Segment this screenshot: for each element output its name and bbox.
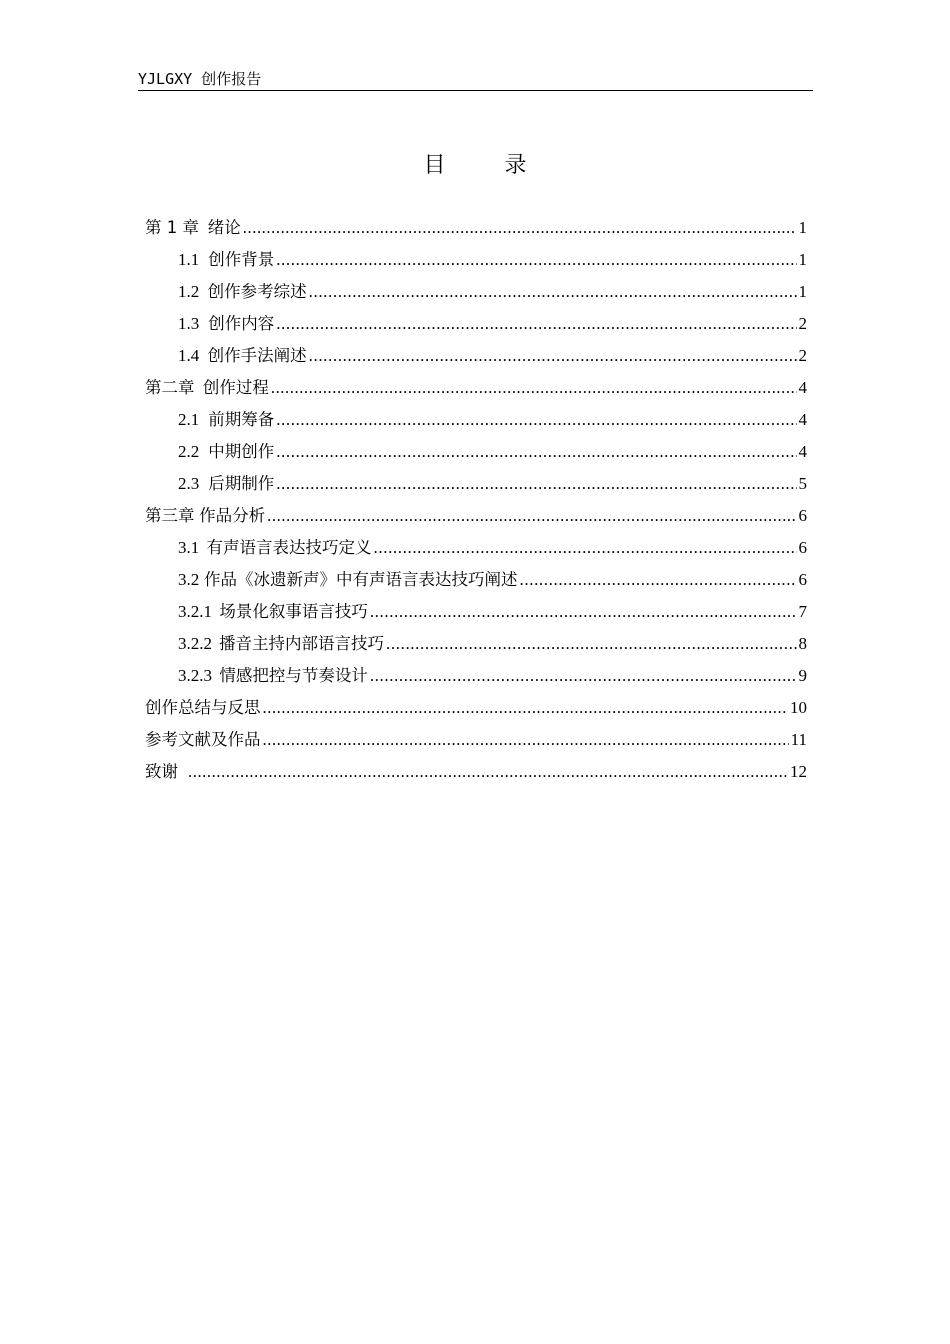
toc-entry-title: 前期筹备 [208, 410, 275, 429]
toc-entry[interactable] [145, 244, 807, 276]
toc-entry-number: 1.4 [178, 346, 200, 365]
toc-entry[interactable] [145, 692, 807, 724]
toc-page-number: 6 [798, 506, 807, 525]
toc-entry-number: 2.2 [178, 442, 200, 461]
dot-leader [276, 436, 796, 468]
dot-leader [370, 660, 797, 692]
toc-entry[interactable] [145, 212, 807, 244]
dot-leader [276, 308, 796, 340]
toc-entry-title: 中期创作 [208, 442, 275, 461]
toc-entry-title: 致谢 [145, 762, 178, 781]
toc-entry-number: 3.2.1 [178, 602, 212, 621]
dot-leader [276, 404, 796, 436]
toc-page-number: 4 [798, 378, 807, 397]
toc-entry[interactable] [145, 564, 807, 596]
dot-leader [188, 756, 788, 788]
toc-entry-title: 创作总结与反思 [145, 698, 261, 717]
toc-entry-number: 3.2.2 [178, 634, 212, 653]
toc-entry-number: 1.3 [178, 314, 200, 333]
toc-entry[interactable] [145, 468, 807, 500]
toc-entry-title: 创作参考综述 [207, 282, 307, 301]
toc-page-number: 5 [798, 474, 807, 493]
toc-entry-title: 播音主持内部语言技巧 [219, 634, 385, 653]
toc-entry-title: 绪论 [207, 218, 241, 237]
toc-page-number: 9 [798, 666, 807, 685]
toc-entry-title: 情感把控与节奏设计 [219, 666, 368, 685]
toc-entry-number: 3.2 [178, 570, 200, 589]
toc-page-number: 6 [798, 538, 807, 557]
toc-entry[interactable] [145, 404, 807, 436]
toc-entry[interactable] [145, 500, 807, 532]
toc-entry-number: 3.2.3 [178, 666, 212, 685]
toc-entry[interactable] [145, 276, 807, 308]
toc-entry-title: 作品《冰遗新声》中有声语言表达技巧阐述 [204, 570, 518, 589]
toc-title: 目 录 [423, 153, 553, 178]
toc-entry-title: 创作内容 [208, 314, 275, 333]
toc-page-number: 8 [798, 634, 807, 653]
table-of-contents [145, 212, 807, 788]
toc-page-number: 7 [798, 602, 807, 621]
toc-entry-title: 创作过程 [202, 378, 269, 397]
toc-page-number: 12 [790, 762, 807, 781]
toc-entry-title: 有声语言表达技巧定义 [206, 538, 372, 557]
dot-leader [271, 372, 797, 404]
toc-entry[interactable] [145, 372, 807, 404]
dot-leader [267, 500, 796, 532]
toc-entry[interactable] [145, 308, 807, 340]
toc-entry-number: 第二章 [145, 378, 195, 397]
toc-page-number: 1 [798, 218, 807, 237]
toc-page-number: 1 [798, 250, 807, 269]
toc-entry[interactable] [145, 628, 807, 660]
toc-entry[interactable] [145, 756, 807, 788]
dot-leader [374, 532, 797, 564]
toc-entry[interactable] [145, 532, 807, 564]
dot-leader [263, 724, 789, 756]
dot-leader [263, 692, 789, 724]
toc-page-number: 11 [790, 730, 807, 749]
toc-entry-number: 第三章 [145, 506, 195, 525]
toc-entry[interactable] [145, 436, 807, 468]
toc-entry-number: 2.1 [178, 410, 200, 429]
toc-page-number: 4 [798, 410, 807, 429]
toc-entry-title: 场景化叙事语言技巧 [219, 602, 368, 621]
toc-page-number: 6 [798, 570, 807, 589]
toc-entry[interactable] [145, 724, 807, 756]
toc-entry-number: 1.1 [178, 250, 200, 269]
toc-entry[interactable] [145, 340, 807, 372]
toc-page-number: 4 [798, 442, 807, 461]
dot-leader [370, 596, 797, 628]
toc-entry-number: 第 1 章 [145, 218, 199, 237]
toc-entry[interactable] [145, 596, 807, 628]
dot-leader [309, 276, 797, 308]
toc-entry-title: 创作手法阐述 [207, 346, 307, 365]
toc-entry-title: 后期制作 [208, 474, 275, 493]
dot-leader [276, 244, 796, 276]
toc-entry-title: 参考文献及作品 [145, 730, 261, 749]
toc-page-number: 2 [798, 346, 807, 365]
toc-entry-number: 2.3 [178, 474, 200, 493]
dot-leader [309, 340, 797, 372]
dot-leader [243, 212, 797, 244]
toc-entry[interactable] [145, 660, 807, 692]
toc-page-number: 1 [798, 282, 807, 301]
running-header: YJLGXY 创作报告 [138, 68, 813, 91]
dot-leader [276, 468, 796, 500]
toc-entry-title: 作品分析 [199, 506, 266, 525]
toc-entry-number: 1.2 [178, 282, 200, 301]
toc-entry-number: 3.1 [178, 538, 200, 557]
toc-page-number: 10 [790, 698, 807, 717]
toc-entry-title: 创作背景 [208, 250, 275, 269]
toc-page-number: 2 [798, 314, 807, 333]
dot-leader [386, 628, 796, 660]
dot-leader [520, 564, 797, 596]
